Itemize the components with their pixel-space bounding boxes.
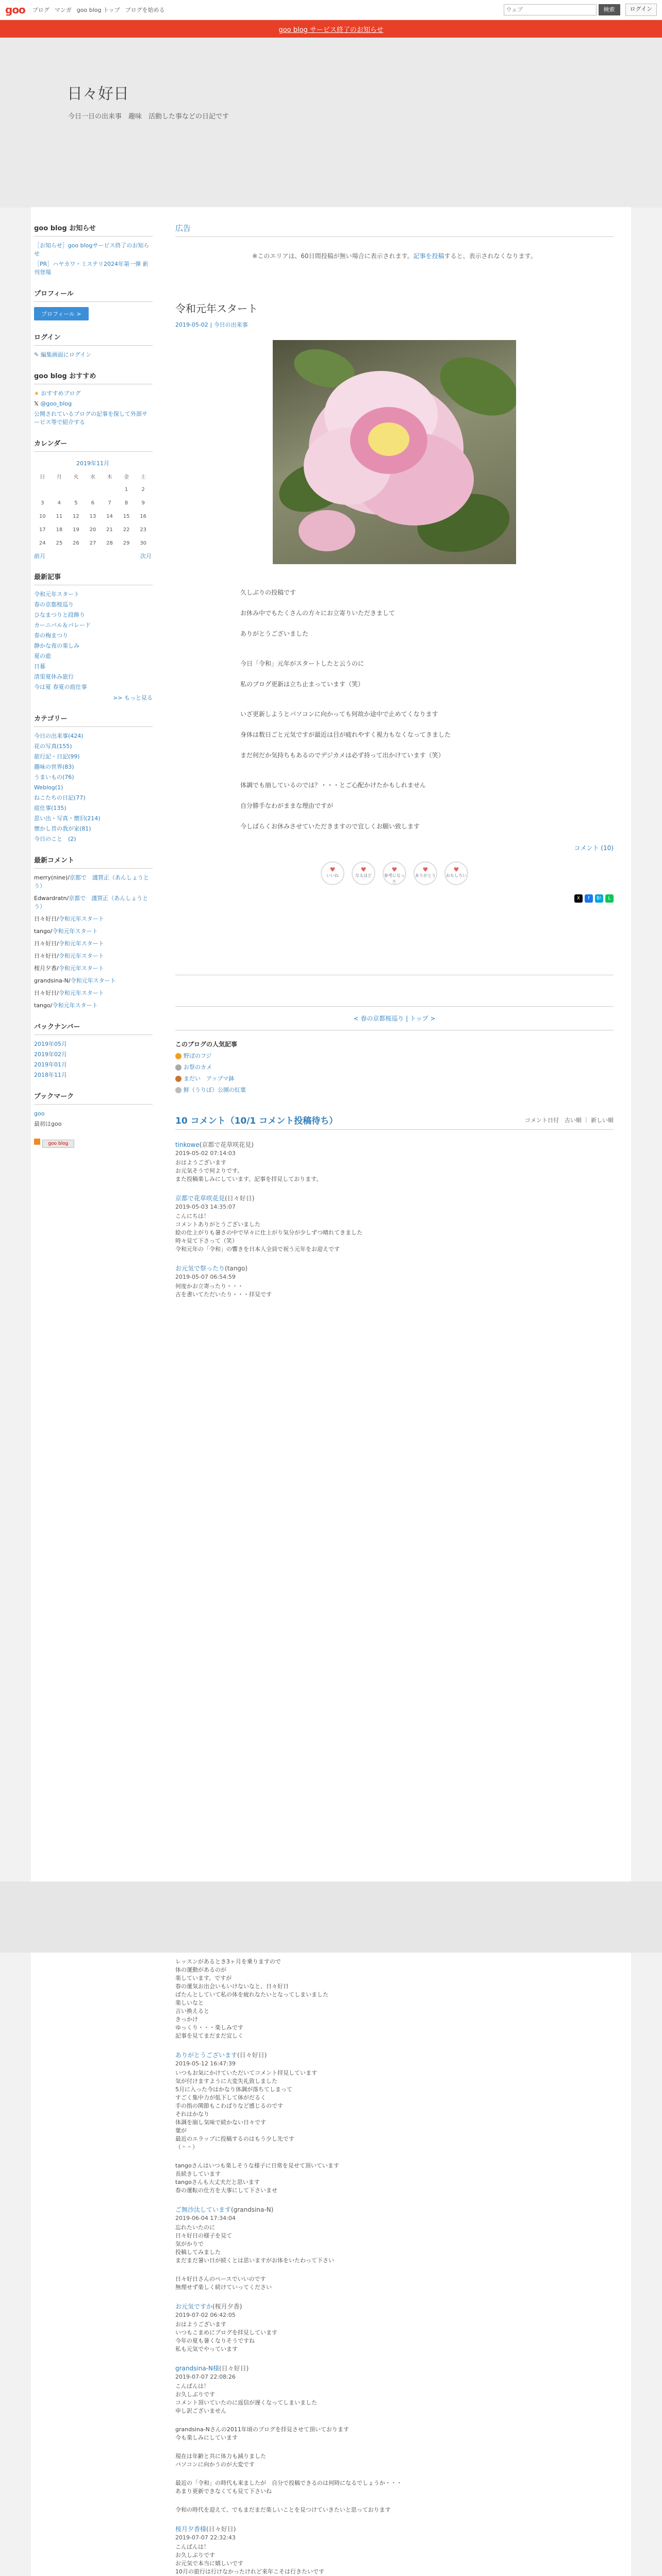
calendar-day[interactable]: 18 [56, 527, 63, 533]
body-paragraph: 今日「令和」元年がスタートしたと云うのに [240, 660, 365, 667]
comment-author: (桜月夕香) [212, 2303, 242, 2310]
category-list [34, 732, 153, 843]
comment-text: レッスンがあるとき3ヶ月を乗りますので 体の運動があるのが 楽しています。ですが 春の運気お出会いもいけないなと、日々好日 ばたんとしていて私の体を疲れなたいとなってしまいました 楽しいなと 言い換えると きっかけ ゆっくり・・・楽しみです 記事を見てまだまだ宜しく [175, 1958, 328, 2039]
sidebar-comment-post[interactable]: 令和元年スタート [58, 965, 104, 972]
crown-icon [175, 1087, 181, 1093]
comment-author-line [175, 1194, 614, 1202]
sidebar-comment-post[interactable]: 令和元年スタート [58, 953, 104, 959]
page-divider-band [0, 1882, 662, 1953]
crown-icon [175, 1076, 181, 1082]
comment-text: おはようございます いつもこまめにブログを拝見しています 今年の夏も暑くなりそうですね 私も元気でやっています [175, 2321, 277, 2352]
comment-author: (日々好日) [219, 2365, 249, 2372]
sidebar-comment-author: tango [34, 1002, 51, 1009]
sidebar-comment-author: merry(nine) [34, 874, 68, 881]
recent-section-title: 最新記事 [34, 571, 153, 585]
calendar-day[interactable]: 1 [124, 486, 128, 493]
reaction-icon: ♥ [329, 866, 336, 873]
body-paragraph: 私のブログ更新は立ち止まっています（笑） [240, 681, 365, 688]
sidebar-comment-post[interactable]: 令和元年スタート [58, 940, 104, 947]
sidebar-comment-joiner: / [57, 916, 59, 922]
sidebar-comment-post[interactable]: 令和元年スタート [52, 1002, 98, 1009]
comment-text: おはようございます お元気そうで何よりです。 また投稿楽しみにしています。記事を拝見しております。 [175, 1159, 322, 1182]
sidebar-comment [34, 894, 153, 911]
backnumber-list [34, 1040, 153, 1079]
calendar-day[interactable]: 23 [140, 527, 147, 533]
calendar-day[interactable]: 8 [124, 500, 128, 506]
post-title[interactable]: 令和元年スタート [175, 302, 258, 315]
paragraph-spacer [175, 720, 614, 729]
comment-text: いつもお気にかけていただいてコメント拝見しています 気が付けますように大変失礼致しました 5月に入った今はかなり体調が落ちてしまって すごく集中力が低下して体がだるく 手の指の関節もこわばりなど感じるのです それはかなり 体調を崩し気味で続かない日々です 葉が 最近のエラップに投稿するのはもう少し先です （＾＾） [175, 2070, 317, 2150]
recent-item[interactable]: ひなまつりと段飾り [34, 612, 85, 618]
page-container [31, 207, 631, 1882]
sidebar-comment-joiner: / [68, 874, 70, 881]
calendar-section-title: カレンダー [34, 438, 153, 452]
rss-icon[interactable] [34, 1139, 40, 1145]
reaction-label: おもしろい [446, 873, 467, 878]
comment-title[interactable]: 桜月夕香様 [175, 2526, 207, 2533]
body-paragraph: 久しぶりの投稿です [240, 589, 296, 596]
star-icon: ★ [34, 390, 41, 397]
calendar-day[interactable]: 4 [57, 500, 61, 506]
sidebar-comment-author: 桜月夕香 [34, 965, 57, 972]
reaction-button[interactable] [444, 861, 468, 885]
body-paragraph: ありがとうございました [240, 630, 309, 637]
reaction-button[interactable] [352, 861, 375, 885]
recent-item[interactable]: 静かな夜の楽しみ [34, 642, 79, 649]
body-paragraph: いざ更新しようとパソコンに向かっても何故か途中で止めてくなります [240, 710, 438, 718]
comment-title[interactable]: ご無沙汰しています [175, 2206, 231, 2213]
search-button[interactable]: 検索 [599, 4, 620, 15]
page-container-continued [31, 1953, 631, 2576]
popular-item[interactable]: 鮮（うりぼ）公園の紅葉 [175, 1086, 614, 1094]
comment-author: (tango) [225, 1265, 248, 1272]
comment-item [175, 2205, 614, 2265]
paragraph-spacer [175, 740, 614, 750]
post-category-link[interactable]: 今日の出来事 [213, 321, 248, 328]
comment-author-line [175, 1264, 614, 1273]
sidebar-comment [34, 977, 153, 985]
comment-author: (日々好日) [225, 1195, 255, 1202]
category-item[interactable]: 今日のこと (2) [34, 836, 76, 842]
comment-title[interactable]: ありがとうございます [175, 2052, 238, 2059]
calendar-day [68, 483, 85, 496]
sidebar-comment [34, 927, 153, 936]
comment-item [175, 1264, 614, 1299]
comment-item [175, 2162, 614, 2195]
sidebar-comment [34, 1002, 153, 1010]
top-bar [0, 0, 662, 20]
category-item[interactable]: Weblog(1) [34, 784, 63, 791]
top-search [504, 4, 657, 16]
notice-link[interactable]: goo blog サービス終了のお知らせ [278, 26, 384, 34]
recent-item[interactable]: 今は夏 春夏の庭仕事 [34, 684, 87, 690]
popular-section-title: このブログの人気記事 [175, 1041, 238, 1048]
calendar-day[interactable]: 12 [73, 513, 79, 519]
sidebar-comment-author: Edwardratn [34, 895, 67, 902]
comment-text: grandsina-Nさんの2011年頃のブログを拝見させて頂いております 今も楽しみにしています [175, 2426, 349, 2441]
hatena-bookmark-icon[interactable]: B! [595, 894, 603, 903]
sidebar-comment-joiner: / [68, 977, 71, 984]
reaction-buttons [175, 861, 614, 885]
sidebar-comment [34, 940, 153, 948]
paragraph-spacer [175, 690, 614, 699]
reaction-label: 参考になった [384, 873, 405, 884]
comment-item [175, 1958, 614, 2040]
comment-date: 2019-05-12 16:47:39 [175, 2060, 236, 2067]
comment-item [175, 2275, 614, 2292]
edit-login-link[interactable]: ✎ 編集画面にログイン [34, 351, 92, 358]
comment-text: 日々好日さんのペースでいいのです 無理せず楽しく続けていってください [175, 2276, 272, 2291]
top-nav-blog[interactable]: ブログ [32, 7, 49, 13]
profile-button[interactable]: プロフィール > [34, 307, 89, 320]
ad-notice: ※このエリアは、60日間投稿が無い場合に表示されます。記事を投稿すると、表示されなくなります。 [252, 252, 537, 260]
calendar-day[interactable]: 17 [39, 527, 46, 533]
comment-author: (日々好日) [206, 2526, 236, 2533]
paragraph-spacer [175, 791, 614, 800]
popular-item[interactable]: 野ばのフジ [175, 1052, 614, 1060]
category-item[interactable]: 思い出・写真・懐旧(214) [34, 815, 101, 822]
paragraph-spacer [175, 699, 614, 708]
pencil-icon: ✎ [34, 351, 41, 358]
search-input[interactable]: ウェブ [504, 4, 597, 15]
comment-author-line [175, 2364, 614, 2372]
comment-list [175, 1140, 614, 1299]
comment-date: 2019-05-07 06:54:59 [175, 1274, 236, 1280]
comment-list-continued [175, 1953, 614, 2576]
comment-author-line [175, 2302, 614, 2311]
login-button[interactable]: ログイン [625, 4, 657, 16]
comments-sort[interactable]: コメント日付 古い順 ｜ 新しい順 [525, 1116, 614, 1124]
comment-text: tangoさんはいつも楽しそうな様子に日常を見せて頂いています 長続きしています tangoさんも大丈夫だと思います 春の運転の仕方を大事にして下さいませ [175, 2162, 339, 2194]
calendar-day[interactable]: 28 [106, 540, 113, 546]
share-buttons [175, 894, 614, 903]
comment-date: 2019-05-03 14:35:07 [175, 1204, 236, 1210]
paragraph-spacer [175, 669, 614, 679]
paragraph-spacer [175, 811, 614, 821]
recent-item[interactable]: 春の梅まつり [34, 632, 68, 639]
prev-next-nav[interactable]: < 春の京都桜巡り | トップ > [353, 1015, 436, 1022]
comment-item [175, 2524, 614, 2576]
calendar-day[interactable]: 11 [56, 513, 63, 519]
notice-item[interactable]: ［お知らせ］goo blogサービス終了のお知らせ [34, 242, 150, 257]
comment-title[interactable]: 京都で花草咲花見 [175, 1195, 225, 1202]
calendar-nav [34, 552, 152, 560]
category-item[interactable]: 趣味の世界(83) [34, 764, 74, 770]
comment-date: 2019-06-04 17:34:04 [175, 2215, 236, 2222]
calendar-next-link[interactable]: 次月 [140, 553, 152, 560]
backnumber-item[interactable]: 2019年02月 [34, 1051, 67, 1058]
calendar-day [51, 483, 68, 496]
sidebar-comment-author: 日々好日 [34, 916, 57, 922]
sidebar-comment [34, 952, 153, 960]
calendar-day[interactable]: 25 [56, 540, 63, 546]
reaction-icon: ♥ [453, 866, 459, 873]
goo-logo[interactable]: goo [5, 4, 25, 16]
recommend-section-title: goo blog おすすめ [34, 370, 153, 384]
recommend-blog-link[interactable]: ★ おすすめブログ [34, 390, 81, 397]
comment-item [175, 2364, 614, 2415]
comment-title[interactable]: grandsina-N様 [175, 2365, 219, 2372]
sidebar-comment-post[interactable]: 令和元年スタート [58, 916, 104, 922]
crown-icon [175, 1064, 181, 1071]
calendar-caption: 2019年11月 [76, 460, 109, 467]
backnumber-item[interactable]: 2019年01月 [34, 1061, 67, 1068]
calendar-day[interactable]: 22 [123, 527, 130, 533]
recent-item[interactable]: 清里夏休み旅行 [34, 673, 74, 680]
notice-section-title: goo blog お知らせ [34, 223, 153, 236]
comment-date: 2019-07-02 06:42:05 [175, 2312, 236, 2318]
calendar-day-label: 火 [73, 474, 79, 480]
sidebar-comment [34, 915, 153, 923]
calendar-day[interactable]: 3 [41, 500, 44, 506]
comment-date: 2019-07-07 22:32:43 [175, 2534, 236, 2541]
body-paragraph: 身体は数日ごと元気ですが最近は目が疲れやすく視力もなくなってきました [240, 731, 451, 738]
calendar-day[interactable]: 16 [140, 513, 147, 519]
recent-item[interactable]: 春の京都桜巡り [34, 601, 74, 608]
popular-item[interactable]: お祭のカメ [175, 1063, 614, 1071]
recent-item[interactable]: 日暮 [34, 663, 45, 670]
reaction-button[interactable] [383, 861, 406, 885]
comment-author: (京都で花草咲花見) [199, 1141, 254, 1148]
comment-item [175, 2506, 614, 2514]
peony-photo [273, 340, 516, 564]
comment-text: 忘れたいたのに 日々好日の様子を見て 気がかりで 投稿してみました まだまだ暑い日が続くとは思いますがお体をいたわって下さい [175, 2224, 334, 2264]
comment-item [175, 1140, 614, 1183]
top-nav-blog-top[interactable]: goo blog トップ [76, 7, 120, 13]
reaction-icon: ♥ [391, 866, 398, 873]
divider [175, 1006, 614, 1007]
sidebar-comment-post[interactable]: 令和元年スタート [70, 977, 116, 984]
category-section-title: カテゴリー [34, 713, 153, 727]
ad-section-title: 広告 [175, 223, 614, 237]
sidebar-comment-joiner: / [50, 928, 53, 935]
reaction-label: ありがとう [415, 873, 436, 878]
comment-title[interactable]: お元気で祭ったり [175, 1265, 225, 1272]
x-share-icon[interactable]: X [574, 894, 583, 903]
reaction-icon: ♥ [360, 866, 367, 873]
calendar-day-label: 日 [40, 474, 45, 480]
comment-author-line [175, 2050, 614, 2059]
comment-item [175, 2302, 614, 2353]
comment-item [175, 2452, 614, 2469]
sidebar-comment [34, 989, 153, 997]
goo-blog-badge[interactable]: goo blog [42, 1140, 74, 1148]
recommend-text[interactable]: 公開されているブログの記事を探して外部サービス等で紹介する [34, 411, 147, 426]
recent-item[interactable]: カーニバル＆パレード [34, 622, 91, 629]
sidebar-comment-author: grandsina-N [34, 977, 69, 984]
calendar-day[interactable]: 9 [141, 500, 145, 506]
comment-item [175, 1194, 614, 1253]
comment-text: 令和の時代を迎えて、でもまだまだ楽しいことを見つけていきたいと思っております [175, 2506, 391, 2513]
calendar-day[interactable]: 6 [91, 500, 95, 506]
reaction-label: いいね [326, 873, 339, 878]
calendar-prev-link[interactable]: 前月 [34, 553, 45, 560]
sidebar-comment-joiner: / [67, 895, 69, 902]
calendar-day[interactable]: 30 [140, 540, 147, 546]
comment-date: 2019-07-07 22:08:26 [175, 2374, 236, 2380]
sidebar-comment-post[interactable]: 令和元年スタート [52, 928, 98, 935]
calendar-day[interactable]: 14 [106, 513, 113, 519]
recent-item[interactable]: 令和元年スタート [34, 591, 79, 598]
top-nav-start-blog[interactable]: ブログを始める [125, 7, 165, 13]
recent-list [34, 590, 153, 691]
calendar-day [34, 483, 51, 496]
post-body [175, 587, 614, 832]
sidebar-comment-post[interactable]: 京都で 謹賀正（あんしょうとう） [34, 874, 149, 889]
reaction-icon: ♥ [422, 866, 428, 873]
comments-title: 10 コメント（10/1 コメント投稿待ち） [175, 1116, 338, 1126]
sidebar [34, 223, 153, 1148]
backnumber-item[interactable]: 2018年11月 [34, 1072, 67, 1078]
paragraph-spacer [175, 639, 614, 649]
body-paragraph: まだ何だか気持ちもあるのでデジカメは必ず持って出かけています（笑） [240, 752, 444, 759]
calendar-day-label: 金 [124, 474, 129, 480]
recent-item[interactable]: 夏の旅 [34, 653, 51, 659]
x-icon: 𝕏 [34, 400, 41, 407]
blog-description: 今日一日の出来事 趣味 活動した事などの日記です [68, 113, 229, 121]
sidebar-comment-joiner: / [57, 953, 59, 959]
sidebar-comment-author: tango [34, 928, 51, 935]
calendar-day[interactable]: 15 [123, 513, 130, 519]
sidebar-comment-post[interactable]: 京都で 謹賀正（あんしょうとう） [34, 895, 148, 910]
paragraph-spacer [175, 649, 614, 658]
category-item[interactable]: ねこたちの日記(77) [34, 794, 86, 801]
comment-date: 2019-05-02 07:14:03 [175, 1150, 236, 1157]
comment-item [175, 2479, 614, 2496]
comment-item [175, 2426, 614, 2442]
paragraph-spacer [175, 761, 614, 770]
calendar-day[interactable]: 21 [106, 527, 113, 533]
comment-author-line [175, 2205, 614, 2214]
calendar-day[interactable]: 27 [89, 540, 96, 546]
bookmark-item[interactable]: goo [34, 1110, 45, 1117]
bookmark-item[interactable]: 最初はgoo [34, 1121, 62, 1127]
post-article-link[interactable]: 記事を投稿 [413, 252, 444, 260]
calendar-day-label: 月 [56, 474, 62, 480]
notice-banner [0, 20, 662, 38]
top-nav [32, 6, 165, 14]
comment-text: 最近の「令和」の時代も来ましたが 自分で投稿できるのは何時になるでしょうか・・・ あまり更新できなくても見て下さいね [175, 2480, 402, 2495]
paragraph-spacer [175, 770, 614, 779]
calendar-day[interactable]: 13 [89, 513, 96, 519]
recommend-x-link[interactable]: 𝕏 @goo_blog [34, 400, 72, 407]
calendar-day[interactable]: 20 [89, 527, 96, 533]
comment-author-line [175, 1140, 614, 1149]
notice-item[interactable]: ［PR］ハヤカワ・ミステリ2024年第一弾 新刊登場 [34, 261, 148, 276]
sidebar-comment-author: 日々好日 [34, 953, 57, 959]
comments-header [175, 1113, 614, 1130]
comment-text: 現在は年齢と共に体力も減りました パソコンに向かうのが大変です [175, 2453, 266, 2468]
comments-section-title: 最新コメント [34, 855, 153, 869]
bookmark-section-title: ブックマーク [34, 1091, 153, 1105]
blog-title[interactable]: 日々好日 [67, 85, 129, 103]
reaction-button[interactable] [321, 861, 344, 885]
reaction-button[interactable] [413, 861, 437, 885]
top-nav-manga[interactable]: マンガ [54, 7, 72, 13]
calendar [34, 457, 152, 550]
sidebar-comment-author: 日々好日 [34, 990, 57, 996]
calendar-body [34, 483, 152, 550]
calendar-day[interactable]: 19 [73, 527, 79, 533]
crown-icon [175, 1053, 181, 1059]
login-section-title: ログイン [34, 332, 153, 346]
calendar-day[interactable]: 29 [123, 540, 130, 546]
calendar-day [101, 483, 118, 496]
comment-author-line [175, 2524, 614, 2533]
paragraph-spacer [175, 598, 614, 607]
body-paragraph: お休み中でもたくさんの方々にお立寄りいただきまして [240, 609, 395, 617]
comment-item [175, 2050, 614, 2151]
comment-text: こんばんは！ お久しぶりです コメント頂いていたのに返信が遅くなってしまいました 申し訳ございません [175, 2383, 317, 2414]
calendar-day[interactable]: 10 [39, 513, 46, 519]
recent-more-link[interactable]: >> もっと見る [113, 694, 153, 701]
comment-count-link[interactable]: コメント (10) [574, 844, 614, 852]
line-share-icon[interactable]: L [605, 894, 614, 903]
comment-text: 何度かお立寄ったり・・・ 古を書いてただいたり・・・拝見です [175, 1283, 272, 1298]
comment-title[interactable]: お元気ですか [175, 2303, 213, 2310]
sidebar-comment-list [34, 874, 153, 1010]
reaction-label: なるほど [355, 873, 372, 878]
calendar-day[interactable]: 5 [74, 500, 78, 506]
category-item[interactable]: 今日の出来事(424) [34, 733, 84, 739]
calendar-day[interactable]: 2 [141, 486, 145, 493]
calendar-day[interactable]: 26 [73, 540, 79, 546]
sidebar-comment-joiner: / [57, 940, 59, 947]
post-meta: 2019-05-02 | 今日の出来事 [175, 321, 248, 328]
calendar-day[interactable]: 7 [108, 500, 111, 506]
backnumber-item[interactable]: 2019年05月 [34, 1041, 67, 1047]
category-item[interactable]: 旅行記・日記(99) [34, 753, 80, 760]
calendar-day[interactable]: 24 [39, 540, 46, 546]
blog-header [0, 38, 662, 208]
post-date: 2019-05-02 [175, 321, 208, 328]
calendar-day-label: 土 [140, 474, 146, 480]
category-item[interactable]: うまいもの(76) [34, 774, 74, 781]
profile-section-title: プロフィール [34, 288, 153, 302]
facebook-share-icon[interactable]: f [585, 894, 593, 903]
paragraph-spacer [175, 619, 614, 628]
calendar-day [85, 483, 102, 496]
comment-title[interactable]: tinkowe [175, 1141, 200, 1148]
category-item[interactable]: 花の写真(155) [34, 743, 72, 750]
sidebar-comment-post[interactable]: 令和元年スタート [58, 990, 104, 996]
main-content [175, 223, 614, 1299]
body-paragraph: 今しばらくお休みさせていただきますので宜しくお願い致します [240, 823, 420, 830]
category-item[interactable]: 懐かし昔の我が家(81) [34, 825, 91, 832]
sidebar-comment-author: 日々好日 [34, 940, 57, 947]
sidebar-comment-joiner: / [57, 990, 59, 996]
calendar-day-label: 水 [90, 474, 95, 480]
sidebar-comment [34, 874, 153, 890]
body-paragraph: 自分勝手なわがままな理由ですが [240, 802, 334, 809]
sidebar-comment-joiner: / [50, 1002, 53, 1009]
rss-area [34, 1137, 153, 1148]
comment-text: こんにちは！ コメントありがとうございました 絵の仕上がりも暑さの中で早々に仕上がり気分が少しずつ晴れてきました 時々見て下さって（笑） 令和元年の「令和」の響きを日本人全員で祝う元年をお迎えです [175, 1213, 362, 1252]
sidebar-comment-joiner: / [57, 965, 59, 972]
popular-item[interactable]: まだい アップマ鉢 [175, 1074, 614, 1082]
category-item[interactable]: 庭仕事(135) [34, 805, 67, 811]
comment-text: こんばんは！ お久しぶりです お元気で本当に嬉しいです 10月の旅行は行けなかったけれど来年こそは行きたいです [175, 2544, 324, 2575]
comment-author: (日々好日) [237, 2052, 267, 2059]
body-paragraph: 体調でも崩しているのでは？・・・とご心配かけたかもしれません [240, 782, 426, 789]
calendar-day-label: 木 [107, 474, 112, 480]
backnumber-section-title: バックナンバー [34, 1021, 153, 1035]
comment-author: (grandsina-N) [231, 2206, 274, 2213]
sidebar-comment [34, 964, 153, 973]
